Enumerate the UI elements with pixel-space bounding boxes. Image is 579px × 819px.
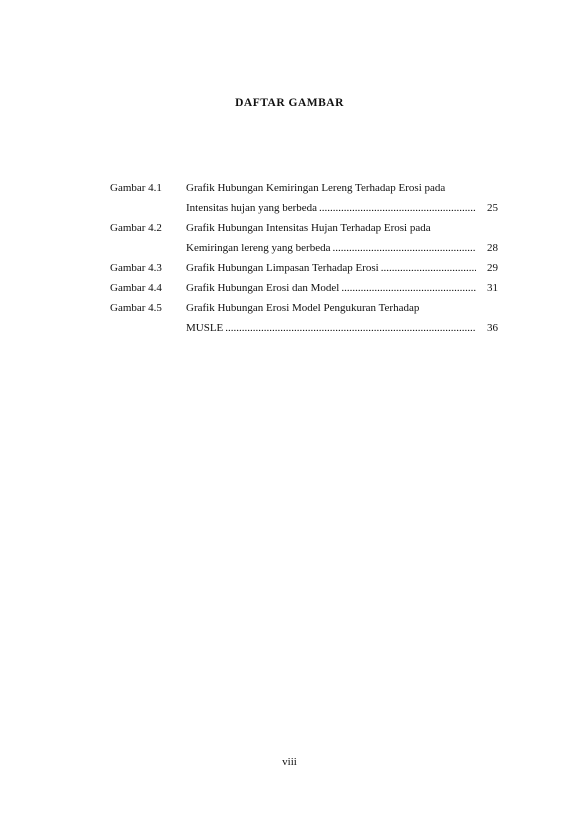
toc-entry	[110, 298, 498, 338]
figure-label: Gambar 4.5	[110, 302, 162, 314]
figure-page-number: 36	[487, 322, 498, 334]
caption-line: Grafik Hubungan Erosi Model Pengukuran Terhadap	[186, 302, 420, 314]
figure-page-number: 31	[487, 282, 498, 294]
caption-last-line	[186, 258, 498, 278]
list-of-figures	[110, 178, 498, 338]
caption-last-line	[186, 198, 498, 218]
dot-leader	[332, 238, 476, 258]
dot-leader	[319, 198, 476, 218]
figure-page-number: 28	[487, 242, 498, 254]
figure-caption	[186, 278, 498, 298]
toc-entry	[110, 178, 498, 218]
figure-caption	[186, 258, 498, 278]
figure-page-number: 25	[487, 202, 498, 214]
page-number: viii	[282, 756, 297, 768]
page-title: DAFTAR GAMBAR	[235, 97, 344, 109]
toc-entry	[110, 218, 498, 258]
dot-leader	[225, 318, 476, 338]
caption-line: Intensitas hujan yang berbeda	[186, 202, 318, 214]
figure-label: Gambar 4.1	[110, 182, 162, 194]
figure-caption	[186, 298, 498, 338]
caption-line: MUSLE	[186, 322, 224, 334]
dot-leader	[341, 278, 476, 298]
toc-entry	[110, 258, 498, 278]
caption-line: Grafik Hubungan Kemiringan Lereng Terhadap Erosi pada	[186, 182, 446, 194]
caption-last-line	[186, 238, 498, 258]
figure-caption	[186, 218, 498, 258]
figure-label: Gambar 4.3	[110, 262, 162, 274]
caption-line: Grafik Hubungan Erosi dan Model	[186, 282, 340, 294]
caption-line: Kemiringan lereng yang berbeda	[186, 242, 331, 254]
figure-caption	[186, 178, 498, 218]
dot-leader	[381, 258, 476, 278]
caption-line: Grafik Hubungan Limpasan Terhadap Erosi	[186, 262, 379, 274]
caption-line: Grafik Hubungan Intensitas Hujan Terhadap Erosi pada	[186, 222, 431, 234]
caption-last-line	[186, 278, 498, 298]
figure-page-number: 29	[487, 262, 498, 274]
figure-label: Gambar 4.2	[110, 222, 162, 234]
caption-last-line	[186, 318, 498, 338]
toc-entry	[110, 278, 498, 298]
figure-label: Gambar 4.4	[110, 282, 162, 294]
